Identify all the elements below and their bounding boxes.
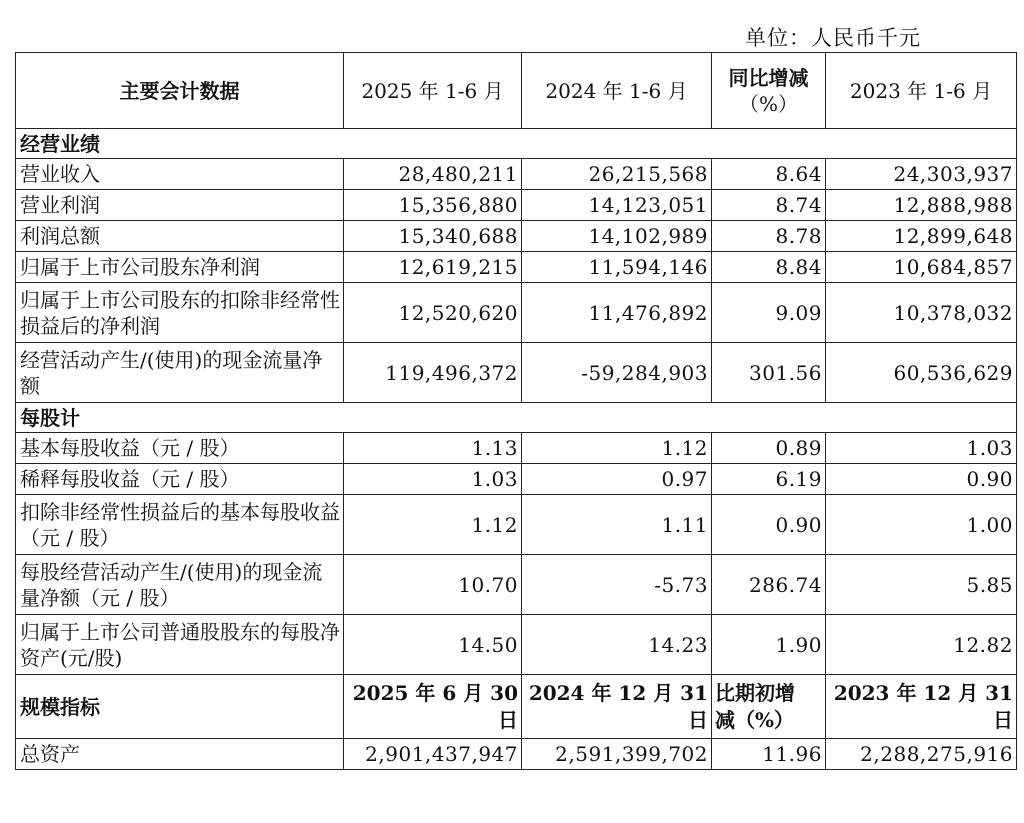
table-row [16, 433, 1017, 464]
cell-2023-12-31: 2,288,275,916 [826, 739, 1017, 770]
header-main-data: 主要会计数据 [16, 53, 344, 129]
scale-header-row [16, 675, 1017, 739]
unit-label: 单位：人民币千元 [745, 26, 921, 50]
row-label: 稀释每股收益（元 / 股） [16, 464, 344, 495]
cell-2024: 11,594,146 [522, 252, 712, 283]
cell-change: 11.96 [712, 739, 826, 770]
cell-2024: -59,284,903 [522, 343, 712, 403]
table-row [16, 159, 1017, 190]
header-2025-06-30-line2: 日 [498, 707, 518, 732]
section-title-operating: 经营业绩 [16, 129, 1017, 159]
cell-2024: 1.12 [522, 433, 712, 464]
table-row [16, 190, 1017, 221]
cell-2023: 10,684,857 [826, 252, 1017, 283]
header-2024-12-31-line2: 日 [688, 707, 708, 732]
cell-yoy: 1.90 [712, 615, 826, 675]
row-label: 总资产 [16, 739, 344, 770]
cell-yoy: 301.56 [712, 343, 826, 403]
cell-yoy: 286.74 [712, 555, 826, 615]
cell-2023: 60,536,629 [826, 343, 1017, 403]
key-accounting-data-table [15, 52, 1017, 770]
table-row [16, 615, 1017, 675]
cell-2023: 12,888,988 [826, 190, 1017, 221]
row-label: 营业收入 [16, 159, 344, 190]
cell-2025: 1.13 [344, 433, 522, 464]
header-change-line1: 比期初增 [715, 680, 795, 705]
cell-2025-06-30: 2,901,437,947 [344, 739, 522, 770]
cell-2025: 14.50 [344, 615, 522, 675]
table-row [16, 283, 1017, 343]
row-label: 扣除非经常性损益后的基本每股收益（元 / 股） [16, 495, 344, 555]
cell-2023: 12,899,648 [826, 221, 1017, 252]
cell-yoy: 0.90 [712, 495, 826, 555]
row-label: 每股经营活动产生/(使用)的现金流量净额（元 / 股） [16, 555, 344, 615]
row-label: 经营活动产生/(使用)的现金流量净额 [16, 343, 344, 403]
header-2023h1: 2023 年 1-6 月 [826, 53, 1017, 129]
header-yoy [712, 53, 826, 129]
table-row [16, 221, 1017, 252]
cell-2023: 1.03 [826, 433, 1017, 464]
cell-2024-12-31: 2,591,399,702 [522, 739, 712, 770]
table-row [16, 495, 1017, 555]
cell-2023: 5.85 [826, 555, 1017, 615]
header-2023-12-31-line1: 2023 年 12 月 31 [833, 680, 1013, 705]
cell-2025: 15,340,688 [344, 221, 522, 252]
header-2023-12-31 [826, 675, 1017, 739]
cell-yoy: 8.78 [712, 221, 826, 252]
cell-yoy: 8.64 [712, 159, 826, 190]
row-label: 归属于上市公司普通股股东的每股净资产(元/股) [16, 615, 344, 675]
table-row [16, 555, 1017, 615]
row-label: 基本每股收益（元 / 股） [16, 433, 344, 464]
header-2025h1: 2025 年 1-6 月 [344, 53, 522, 129]
cell-2023: 12.82 [826, 615, 1017, 675]
header-2024h1: 2024 年 1-6 月 [522, 53, 712, 129]
table-header-row [16, 53, 1017, 129]
cell-2024: 11,476,892 [522, 283, 712, 343]
cell-2024: -5.73 [522, 555, 712, 615]
row-label: 归属于上市公司股东的扣除非经常性损益后的净利润 [16, 283, 344, 343]
header-2024-12-31-line1: 2024 年 12 月 31 [528, 680, 708, 705]
cell-2024: 14.23 [522, 615, 712, 675]
cell-2023: 0.90 [826, 464, 1017, 495]
cell-2024: 0.97 [522, 464, 712, 495]
cell-2025: 12,520,620 [344, 283, 522, 343]
cell-2025: 28,480,211 [344, 159, 522, 190]
header-2025-06-30-line1: 2025 年 6 月 30 [352, 680, 518, 705]
header-scale-indicators: 规模指标 [16, 675, 344, 739]
cell-2025: 119,496,372 [344, 343, 522, 403]
cell-2025: 10.70 [344, 555, 522, 615]
header-2024-12-31 [522, 675, 712, 739]
header-yoy-line2: （%） [738, 91, 798, 116]
row-label: 利润总额 [16, 221, 344, 252]
header-yoy-line1: 同比增减 [728, 65, 809, 90]
cell-2025: 15,356,880 [344, 190, 522, 221]
table-row [16, 343, 1017, 403]
cell-yoy: 6.19 [712, 464, 826, 495]
table-row [16, 464, 1017, 495]
header-change-from-start [712, 675, 826, 739]
cell-2024: 14,102,989 [522, 221, 712, 252]
table-row [16, 739, 1017, 770]
cell-2024: 1.11 [522, 495, 712, 555]
cell-2023: 1.00 [826, 495, 1017, 555]
header-change-line2: 减（%） [715, 707, 795, 732]
row-label: 归属于上市公司股东净利润 [16, 252, 344, 283]
cell-yoy: 9.09 [712, 283, 826, 343]
cell-yoy: 0.89 [712, 433, 826, 464]
cell-2023: 24,303,937 [826, 159, 1017, 190]
section-title-per-share: 每股计 [16, 403, 1017, 433]
table-row [16, 252, 1017, 283]
section-row-operating [16, 129, 1017, 159]
cell-2024: 14,123,051 [522, 190, 712, 221]
header-2025-06-30 [344, 675, 522, 739]
cell-2025: 12,619,215 [344, 252, 522, 283]
cell-yoy: 8.74 [712, 190, 826, 221]
cell-2023: 10,378,032 [826, 283, 1017, 343]
header-2023-12-31-line2: 日 [993, 707, 1013, 732]
cell-2024: 26,215,568 [522, 159, 712, 190]
row-label: 营业利润 [16, 190, 344, 221]
cell-yoy: 8.84 [712, 252, 826, 283]
cell-2025: 1.12 [344, 495, 522, 555]
section-row-per-share [16, 403, 1017, 433]
cell-2025: 1.03 [344, 464, 522, 495]
